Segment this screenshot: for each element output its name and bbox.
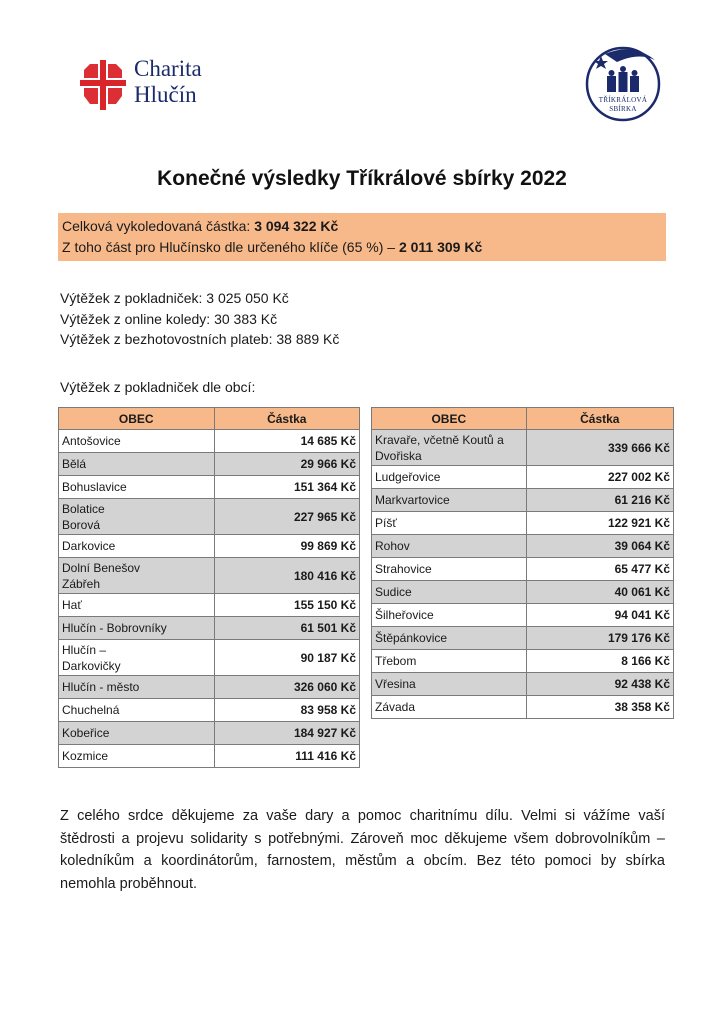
table-row [372, 489, 674, 512]
cell-obec: Hlučín - město [59, 676, 215, 699]
table-row [372, 581, 674, 604]
summary-total [62, 216, 662, 237]
column-header-obec: OBEC [59, 408, 215, 430]
summary-total-value: 3 094 322 Kč [254, 218, 339, 234]
table-row [372, 466, 674, 489]
cell-castka: 179 176 Kč [526, 627, 673, 650]
cell-castka: 180 416 Kč [214, 558, 359, 594]
table-header-row [372, 408, 674, 430]
cell-obec: Bolatice Borová [59, 499, 215, 535]
cell-castka: 111 416 Kč [214, 745, 359, 768]
cell-obec: Dolní Benešov Zábřeh [59, 558, 215, 594]
cell-obec: Šilheřovice [372, 604, 527, 627]
table-row [59, 640, 360, 676]
table-row [59, 745, 360, 768]
table-row [59, 453, 360, 476]
cell-castka: 227 965 Kč [214, 499, 359, 535]
municipalities-table-left [58, 407, 360, 768]
cell-castka: 184 927 Kč [214, 722, 359, 745]
table-row [59, 722, 360, 745]
cell-castka: 99 869 Kč [214, 535, 359, 558]
cell-castka: 151 364 Kč [214, 476, 359, 499]
table-row [59, 676, 360, 699]
seal-line-1: TŘÍKRÁLOVÁ [598, 96, 648, 104]
yield-online: Výtěžek z online koledy: 30 383 Kč [60, 310, 278, 327]
cell-obec: Bělá [59, 453, 215, 476]
cell-obec: Hlučín – Darkovičky [59, 640, 215, 676]
summary-share-value: 2 011 309 Kč [398, 239, 483, 255]
table-header-row [59, 408, 360, 430]
charita-cross-icon [80, 60, 126, 110]
cell-obec: Kozmice [59, 745, 215, 768]
summary-share-label: Z toho část pro Hlučínsko dle určeného klíče (65 %) – [62, 239, 399, 255]
table-row [59, 430, 360, 453]
table-row [59, 499, 360, 535]
table-row [59, 617, 360, 640]
cell-castka: 339 666 Kč [526, 430, 673, 466]
column-header-castka: Částka [526, 408, 673, 430]
cell-obec: Třebom [372, 650, 527, 673]
table-row [59, 699, 360, 722]
cell-castka: 39 064 Kč [526, 535, 673, 558]
yields-list [60, 288, 339, 350]
cell-obec: Závada [372, 696, 527, 719]
cell-castka: 61 501 Kč [214, 617, 359, 640]
cell-obec: Kobeřice [59, 722, 215, 745]
table-row [372, 535, 674, 558]
cell-castka: 40 061 Kč [526, 581, 673, 604]
column-header-obec: OBEC [372, 408, 527, 430]
summary-box [58, 213, 666, 261]
summary-share [62, 237, 662, 258]
table-row [372, 430, 674, 466]
page-title: Konečné výsledky Tříkrálové sbírky 2022 [157, 167, 567, 190]
table-row [59, 535, 360, 558]
cell-castka: 90 187 Kč [214, 640, 359, 676]
cell-obec: Hať [59, 594, 215, 617]
cell-obec: Bohuslavice [59, 476, 215, 499]
cell-castka: 94 041 Kč [526, 604, 673, 627]
cell-obec: Rohov [372, 535, 527, 558]
summary-total-label: Celková vykoledovaná částka: [62, 218, 255, 234]
logo-line-1: Charita [134, 56, 202, 81]
cell-obec: Píšť [372, 512, 527, 535]
seal-line-2: SBÍRKA [609, 105, 637, 113]
cell-castka: 38 358 Kč [526, 696, 673, 719]
table-row [372, 627, 674, 650]
logo-wordmark [134, 56, 202, 108]
table-row [372, 512, 674, 535]
cell-obec: Vřesina [372, 673, 527, 696]
cell-obec: Kravaře, včetně Koutů a Dvořiska [372, 430, 527, 466]
cell-castka: 61 216 Kč [526, 489, 673, 512]
cell-castka: 326 060 Kč [214, 676, 359, 699]
cell-castka: 122 921 Kč [526, 512, 673, 535]
cell-castka: 92 438 Kč [526, 673, 673, 696]
cell-obec: Markvartovice [372, 489, 527, 512]
yield-pokladnicky: Výtěžek z pokladniček: 3 025 050 Kč [60, 290, 289, 306]
cell-obec: Strahovice [372, 558, 527, 581]
closing-paragraph: Z celého srdce děkujeme za vaše dary a pomoc charitnímu dílu. Velmi si vážíme vaší štědrosti a projevu solidarity s potřebnými. Zároveň moc děkujeme všem dobrovolníkům – koledníkům a koordinátorům, farnostem, městům a obcím. Bez této pomoci by sbírka nemohla proběhnout. [60, 808, 665, 892]
cell-castka: 83 958 Kč [214, 699, 359, 722]
cell-castka: 155 150 Kč [214, 594, 359, 617]
trikralova-sbirka-seal [583, 44, 663, 124]
table-row [59, 476, 360, 499]
table-row [59, 594, 360, 617]
cell-castka: 29 966 Kč [214, 453, 359, 476]
logo-line-2: Hlučín [134, 82, 197, 107]
table-row [372, 650, 674, 673]
cell-castka: 227 002 Kč [526, 466, 673, 489]
table-row [372, 696, 674, 719]
cell-obec: Sudice [372, 581, 527, 604]
table-subhead: Výtěžek z pokladniček dle obcí: [60, 379, 256, 395]
municipalities-table-right [371, 407, 674, 719]
cell-castka: 14 685 Kč [214, 430, 359, 453]
cell-obec: Antošovice [59, 430, 215, 453]
column-header-castka: Částka [214, 408, 359, 430]
cell-obec: Chuchelná [59, 699, 215, 722]
cell-obec: Hlučín - Bobrovníky [59, 617, 215, 640]
cell-obec: Darkovice [59, 535, 215, 558]
table-row [59, 558, 360, 594]
table-row [372, 673, 674, 696]
table-row [372, 558, 674, 581]
table-row [372, 604, 674, 627]
charita-hlucin-logo [80, 56, 230, 116]
cell-obec: Štěpánkovice [372, 627, 527, 650]
yield-bezhotovostni: Výtěžek z bezhotovostních plateb: 38 889 Kč [60, 331, 340, 347]
cell-obec: Ludgeřovice [372, 466, 527, 489]
cell-castka: 8 166 Kč [526, 650, 673, 673]
cell-castka: 65 477 Kč [526, 558, 673, 581]
